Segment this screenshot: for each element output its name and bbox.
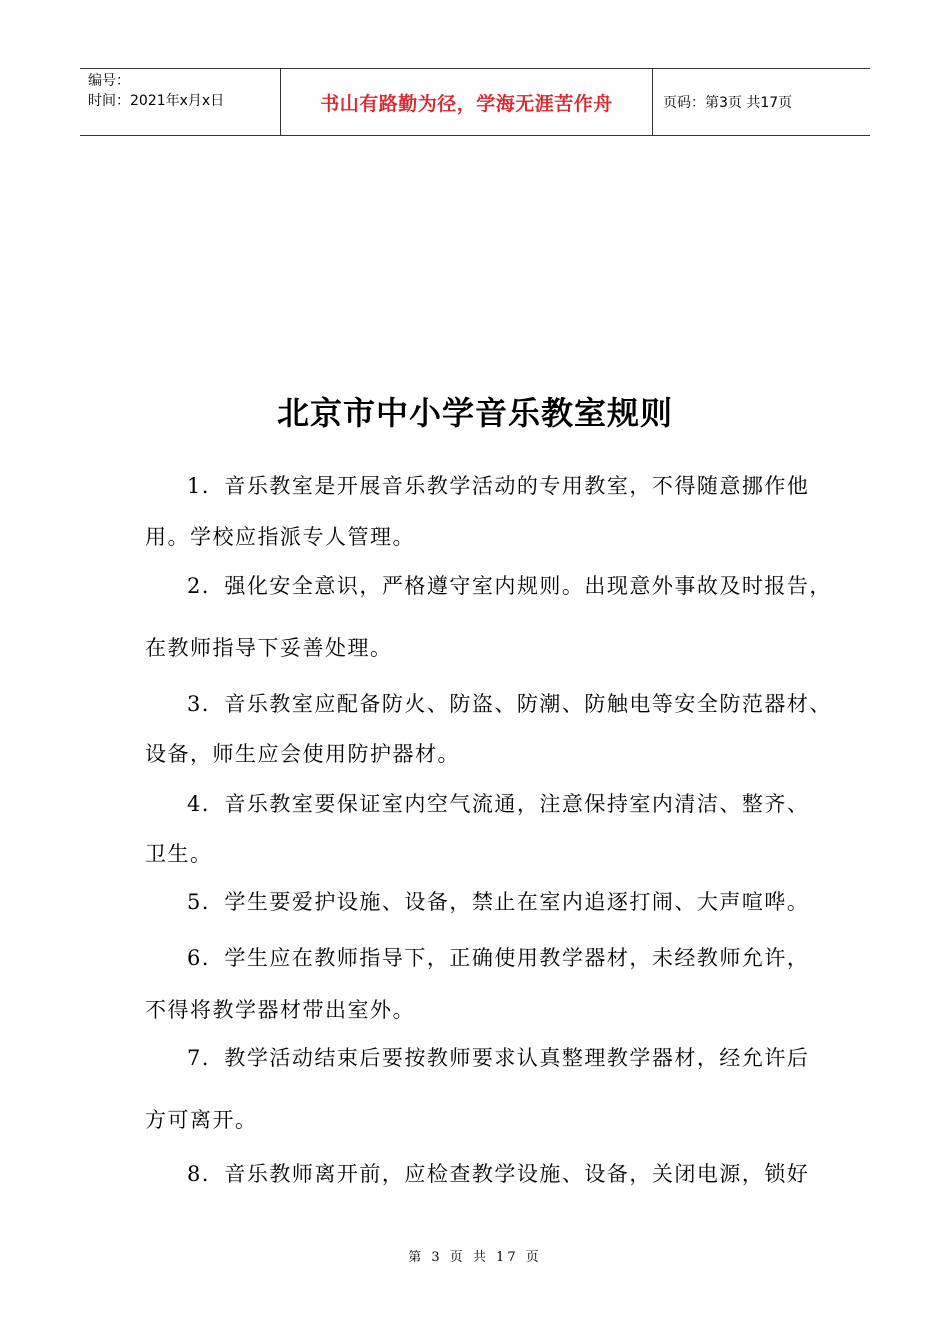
document-date-label: 时间：2021年x月x日	[88, 93, 225, 109]
header-motto: 书山有路勤为径，学海无涯苦作舟	[281, 69, 653, 135]
paragraph-line: 2．强化安全意识，严格遵守室内规则。出现意外事故及时报告，	[187, 574, 832, 598]
paragraph-line: 方可离开。	[145, 1108, 258, 1132]
page-header	[80, 68, 870, 136]
page-footer: 第 3 页 共 17 页	[408, 1250, 542, 1265]
paragraph-line: 1．音乐教室是开展音乐教学活动的专用教室，不得随意挪作他	[187, 474, 810, 498]
paragraph-line: 8．音乐教师离开前，应检查教学设施、设备，关闭电源，锁好	[187, 1162, 810, 1186]
paragraph-line: 3．音乐教室应配备防火、防盗、防潮、防触电等安全防范器材、	[187, 692, 832, 716]
header-page-info: 页码：第3页 共17页	[663, 95, 793, 111]
paragraph-line: 在教师指导下妥善处理。	[145, 636, 393, 660]
paragraph-line: 卫生。	[145, 842, 213, 866]
paragraph-line: 设备，师生应会使用防护器材。	[145, 742, 460, 766]
header-meta-cell	[80, 69, 281, 135]
document-title: 北京市中小学音乐教室规则	[276, 394, 673, 432]
paragraph-line: 5．学生要爱护设施、设备，禁止在室内追逐打闹、大声喧哗。	[187, 890, 810, 914]
paragraph-line: 4．音乐教室要保证室内空气流通，注意保持室内清洁、整齐、	[187, 792, 810, 816]
paragraph-line: 6．学生应在教师指导下，正确使用教学器材，未经教师允许，	[187, 946, 810, 970]
paragraph-line: 7．教学活动结束后要按教师要求认真整理教学器材，经允许后	[187, 1046, 810, 1070]
paragraph-line: 用。学校应指派专人管理。	[145, 525, 415, 549]
paragraph-line: 不得将教学器材带出室外。	[145, 998, 415, 1022]
document-number-label: 编号：	[88, 73, 130, 89]
